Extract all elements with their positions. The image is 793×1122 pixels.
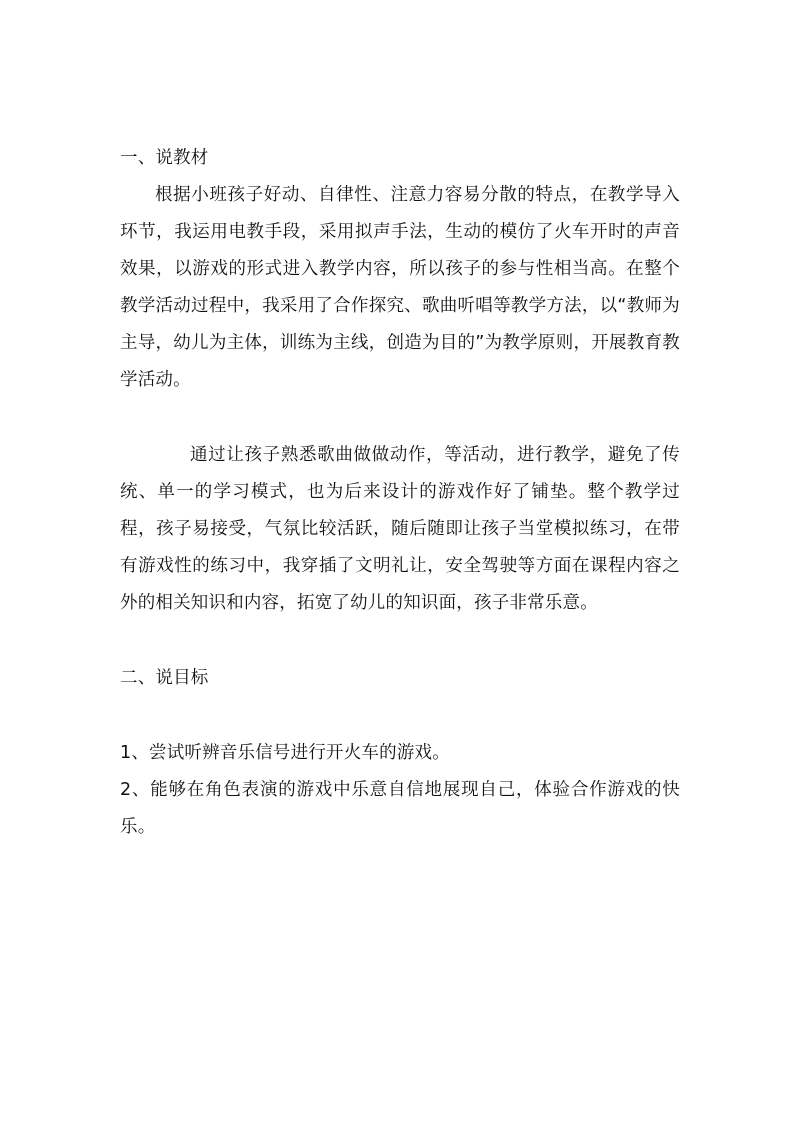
section-1-paragraph-1: 根据小班孩子好动、自律性、注意力容易分散的特点，在教学导入环节，我运用电教手段，采用拟声手法，生动的模仿了火车开时的声音效果，以游戏的形式进入教学内容，所以孩子的参与性相当高。在整个教学活动过程中，我采用了合作探究、歌曲听唱等教学方法，以“教师为主导，幼儿为主体，训练为主线，创造为目的”为教学原则，开展教育教学活动。 [120,185,680,390]
document-body [120,140,680,846]
section-spacer [120,697,680,735]
section-1-heading: 一、说教材 [120,148,209,168]
section-2-heading: 二、说目标 [120,668,209,688]
paragraph-spacer [120,399,680,437]
section-1-paragraph-2: 通过让孩子熟悉歌曲做做动作，等活动，进行教学，避免了传统、单一的学习模式，也为后来设计的游戏作好了铺垫。整个教学过程，孩子易接受，气氛比较活跃，随后随即让孩子当堂模拟练习，在带有游戏性的练习中，我穿插了文明礼让，安全驾驶等方面在课程内容之外的相关知识和内容，拓宽了幼儿的知识面，孩子非常乐意。 [120,445,680,613]
goal-item-1: 1、尝试听辨音乐信号进行开火车的游戏。 [120,743,450,763]
goal-item-2: 2、能够在角色表演的游戏中乐意自信地展现自己，体验合作游戏的快乐。 [120,780,680,837]
section-spacer [120,622,680,660]
